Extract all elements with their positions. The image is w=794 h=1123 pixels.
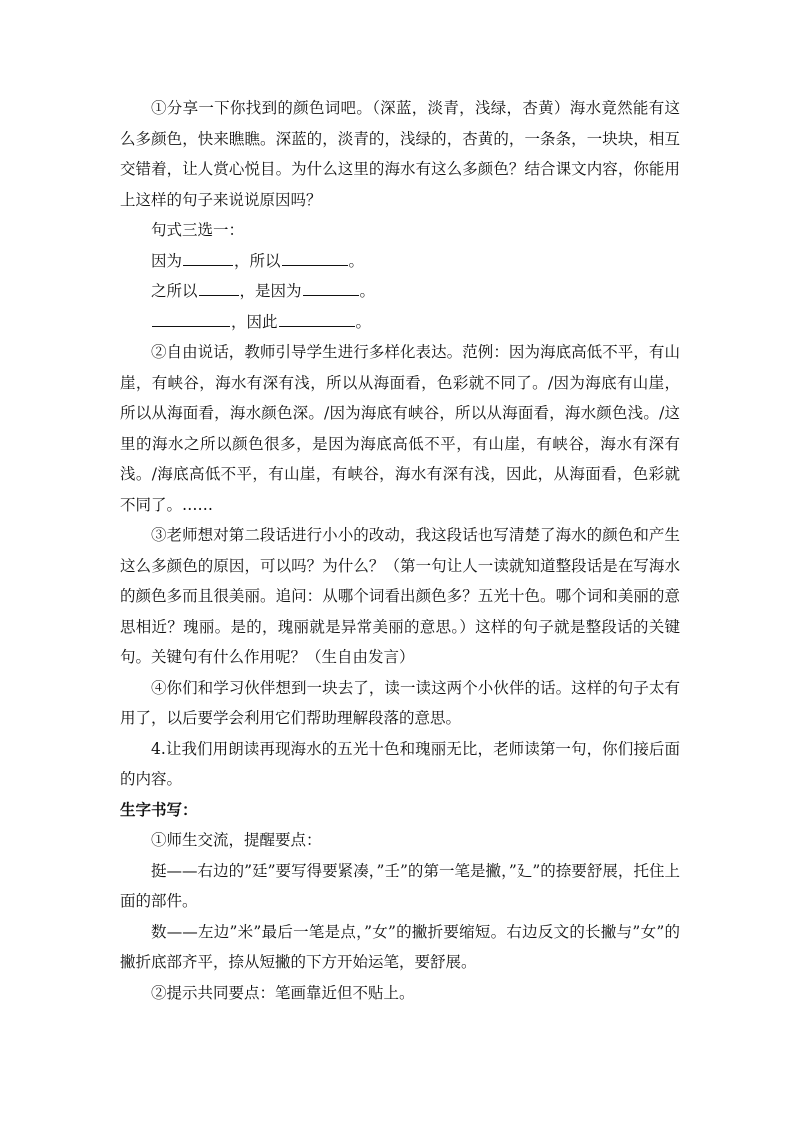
paragraph-read-aloud: 4.让我们用朗读再现海水的五光十色和瑰丽无比，老师读第一句，你们接后面的内容。	[120, 739, 680, 788]
fill-blank-1	[183, 247, 233, 266]
fill-blank-4	[303, 277, 359, 296]
paragraph-character-ting: 挺——右边的”廷”要写得要紧凑，”壬”的第一笔是撇，”廴”的捺要舒展，托住上面的部件。	[120, 861, 680, 910]
sentence-pattern-therefore	[120, 307, 680, 338]
paragraph-share-color-words: ①分享一下你找到的颜色词吧。（深蓝，淡青，浅绿，杏黄）海水竟然能有这么多颜色，快来瞧瞧。深蓝的，淡青的，浅绿的，杏黄的，一条条，一块块，相互交错着，让人赏心悦目。为什么这里的海水有这么多颜色？结合课文内容，你能用上这样的句子来说说原因吗？	[120, 99, 680, 209]
pattern1-part-c: 。	[348, 251, 365, 270]
pattern1-part-b: ，所以	[234, 251, 281, 270]
paragraph-free-talk-examples: ②自由说话，教师引导学生进行多样化表达。范例：因为海底高低不平，有山崖，有峡谷，海水有深有浅，所以从海面看，色彩就不同了。/因为海底有山崖，所以从海面看，海水颜色深。/因为海底有峡谷，所以从海面看，海水颜色浅。/这里的海水之所以颜色很多，是因为海底高低不平，有山崖，有峡谷，海水有深有浅。/海底高低不平，有山崖，有峡谷，海水有深有浅，因此，从海面看，色彩就不同了。……	[120, 343, 680, 514]
sentence-pattern-because-so	[120, 246, 680, 277]
fill-blank-6	[279, 308, 355, 327]
pattern1-part-a: 因为	[151, 251, 183, 270]
fill-blank-3	[199, 277, 239, 296]
paragraph-key-sentence: ③老师想对第二段话进行小小的改动，我这段话也写清楚了海水的颜色和产生这么多颜色的原因，可以吗？为什么？（第一句让人一读就知道整段话是在写海水的颜色多而且很美丽。追问：从哪个词看出颜色多？五光十色。哪个词和美丽的意思相近？瑰丽。是的，瑰丽就是异常美丽的意思。）这样的句子就是整段话的关键句。关键句有什么作用呢？（生自由发言）	[120, 526, 680, 666]
fill-blank-2	[282, 247, 348, 266]
paragraph-common-points: ②提示共同要点：笔画靠近但不贴上。	[151, 983, 415, 1002]
section-heading-character-writing: 生字书写：	[120, 800, 198, 819]
sentence-pattern-reason-is	[120, 276, 680, 307]
pattern3-part-b: ，因此	[231, 312, 278, 331]
paragraph-teacher-student-exchange: ①师生交流，提醒要点：	[151, 831, 322, 849]
pattern3-part-c: 。	[355, 312, 372, 331]
pattern2-part-a: 之所以	[151, 282, 198, 300]
document-page	[120, 93, 680, 1008]
fill-blank-5	[152, 308, 230, 327]
paragraph-learning-partner: ④你们和学习伙伴想到一块去了，读一读这两个小伙伴的话。这样的句子太有用了，以后要学会利用它们帮助理解段落的意思。	[120, 678, 680, 727]
paragraph-character-shu: 数——左边”米”最后一笔是点，”女”的撇折要缩短。右边反文的长撇与”女”的撇折底部齐平，捺从短撇的下方开始运笔，要舒展。	[120, 922, 680, 971]
pattern2-part-b: ，是因为	[239, 282, 302, 300]
sentence-pattern-intro: 句式三选一：	[151, 221, 245, 239]
pattern2-part-c: 。	[359, 282, 376, 300]
